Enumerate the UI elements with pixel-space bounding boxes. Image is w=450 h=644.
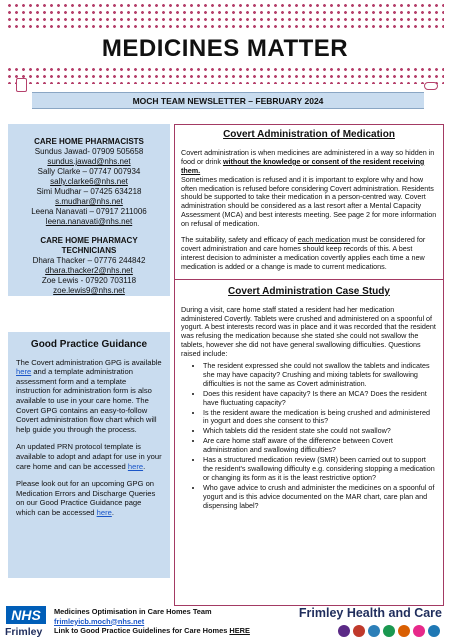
contact-name: Zoe Lewis - 07920 703118 xyxy=(41,276,137,285)
pill-icon xyxy=(424,82,438,90)
partner-logo-icon xyxy=(428,625,440,637)
prn-here-link[interactable]: here xyxy=(127,461,144,471)
gpg-text: The Covert administration GPG is available xyxy=(16,357,162,367)
gpg-text: An updated PRN protocol template is available to adopt and adapt for use in your care home and can be accessed xyxy=(16,442,162,471)
gpg-text: . xyxy=(111,507,114,517)
contacts-panel xyxy=(8,124,170,296)
contact-email-link[interactable]: sundus.jawad@nhs.net xyxy=(47,157,131,166)
team-email-link[interactable]: frimleyicb.moch@nhs.net xyxy=(54,616,145,626)
article-paragraph: Sometimes medication is refused and it is important to explore why and how often medication is refused before considering Covert administration. Residents should be supported to take their medication in a person-centred way. Covert administration should be considered as a last resort after a Mental Capacity Assessment (MCA) and best interests meeting. See page 2 for more information on refusal of medication. xyxy=(181,174,437,229)
contact-name: Leena Nanavati – 07917 211006 xyxy=(31,207,147,216)
list-item: • Is the resident aware the medication is being crushed and administered in yogurt and does she consent to this? xyxy=(203,409,437,427)
team-name: Medicines Optimisation in Care Homes Team xyxy=(54,607,212,616)
newsletter-banner: MOCH TEAM NEWSLETTER – FEBRUARY 2024 xyxy=(32,92,424,109)
gpg-footer-here-link[interactable]: HERE xyxy=(229,626,250,635)
article-text: The suitability, safety and efficacy of xyxy=(181,235,298,245)
article-underline: each medication xyxy=(297,235,351,245)
main-article xyxy=(174,124,444,606)
header-dots-bottom xyxy=(6,66,444,84)
gpg-text: and a template administration assessment form and a template instruction for administration form is also available to use in your care home. The Covert GPG contains an easy-to-follow Covert administration flow chart which will help guide you through the process. xyxy=(16,367,157,434)
frimley-health-care-logo: Frimley Health and Care xyxy=(298,606,442,620)
partner-logo-icon xyxy=(398,625,410,637)
gpg-here-link[interactable]: here xyxy=(16,367,32,377)
contact-name: Dhara Thacker – 07776 244842 xyxy=(32,256,146,265)
section-divider xyxy=(175,279,443,280)
article-text: Covert administration is when medicines are administered in a way so hidden in food or drink xyxy=(181,147,435,166)
gpg-page-here-link[interactable]: here xyxy=(96,507,112,517)
contact-name: Simi Mudhar – 07425 634218 xyxy=(36,187,142,196)
gpg-text: . xyxy=(143,461,146,471)
pharmacists-heading: CARE HOME PHARMACISTS xyxy=(34,137,144,146)
footer-contact xyxy=(54,607,250,636)
contact-email-link[interactable]: s.mudhar@nhs.net xyxy=(55,197,123,206)
header-dots-top xyxy=(6,2,444,30)
newsletter-title: MEDICINES MATTER xyxy=(60,29,390,69)
list-item: • Which tablets did the resident state she could not swallow? xyxy=(203,427,437,436)
article-paragraph xyxy=(181,149,437,176)
list-item: • Are care home staff aware of the difference between Covert administration and swallowing difficulties? xyxy=(203,437,437,455)
list-item: • The resident expressed she could not swallow the tablets and indicates she may have capacity? Crushing and mixing tablets for swallowing difficulties is not the same as Covert administration. xyxy=(203,362,437,389)
good-practice-panel xyxy=(8,332,170,578)
spacer xyxy=(12,227,166,236)
article-paragraph: During a visit, care home staff stated a resident had her medication administered Covertly. Tablets were crushed and administered on a spoonful of yogurt. A best interests record was in place and it was recorded that the resident was refusing the medication because she stated she could not swallow the tablets, however she did not have general swallowing difficulties. Questions raised include: xyxy=(181,304,436,359)
gpg-paragraph xyxy=(16,479,162,517)
gpg-paragraph xyxy=(16,358,162,435)
contact-email-link[interactable]: dhara.thacker2@nhs.net xyxy=(45,266,133,275)
medicine-bottle-icon xyxy=(16,78,27,92)
contact-name: Sundus Jawad- 07909 505658 xyxy=(34,147,144,156)
partner-logo-icon xyxy=(368,625,380,637)
partner-logo-icon xyxy=(353,625,365,637)
questions-list xyxy=(203,362,437,511)
partner-logo-icon xyxy=(383,625,395,637)
list-item: • Has a structured medication review (SMR) been carried out to support the resident's swallowing difficulty e.g. considering stopping a medication or changing its form as it is the least restrictive option? xyxy=(203,456,437,483)
article-text: must be considered for covert administration and care homes should keep records of this. A best interest decision to administer a medication covertly applies each time a new medication is added or a change is made to current medications. xyxy=(181,235,426,271)
covert-admin-heading: Covert Administration of Medication xyxy=(223,129,395,140)
frimley-logo-text: Frimley xyxy=(5,626,43,638)
partner-logos xyxy=(338,625,440,637)
list-item: • Who gave advice to crush and administer the medicines on a spoonful of yogurt and is this advice documented on the MAR chart, care plan and dispensing label? xyxy=(203,484,437,511)
gpg-heading: Good Practice Guidance xyxy=(30,339,148,350)
article-emphasis: without the knowledge or consent of the resident receiving them. xyxy=(181,156,425,175)
partner-logo-icon xyxy=(338,625,350,637)
gpg-link-line xyxy=(54,626,250,636)
article-paragraph xyxy=(181,236,437,272)
contact-email-link[interactable]: sally.clarke6@nhs.net xyxy=(50,177,128,186)
footer xyxy=(0,604,450,644)
contact-name: Sally Clarke – 07747 007934 xyxy=(37,167,141,176)
list-item: • Does this resident have capacity? Is there an MCA? Does the resident have fluctuating capacity? xyxy=(203,390,437,408)
nhs-logo: NHS xyxy=(6,606,46,624)
contact-email-link[interactable]: zoe.lewis9@nhs.net xyxy=(53,286,125,295)
contact-email-link[interactable]: leena.nanavati@nhs.net xyxy=(45,217,133,226)
technicians-heading: CARE HOME PHARMACY TECHNICIANS xyxy=(40,236,138,255)
gpg-paragraph xyxy=(16,442,162,471)
case-study-heading: Covert Administration Case Study xyxy=(228,285,390,297)
footer-text: Link to Good Practice Guidelines for Care Homes xyxy=(54,626,230,635)
gpg-text: Please look out for an upcoming GPG on Medication Errors and Discharge Queries on our Good Practice Guidance page which can be accessed xyxy=(16,479,156,517)
partner-logo-icon xyxy=(413,625,425,637)
